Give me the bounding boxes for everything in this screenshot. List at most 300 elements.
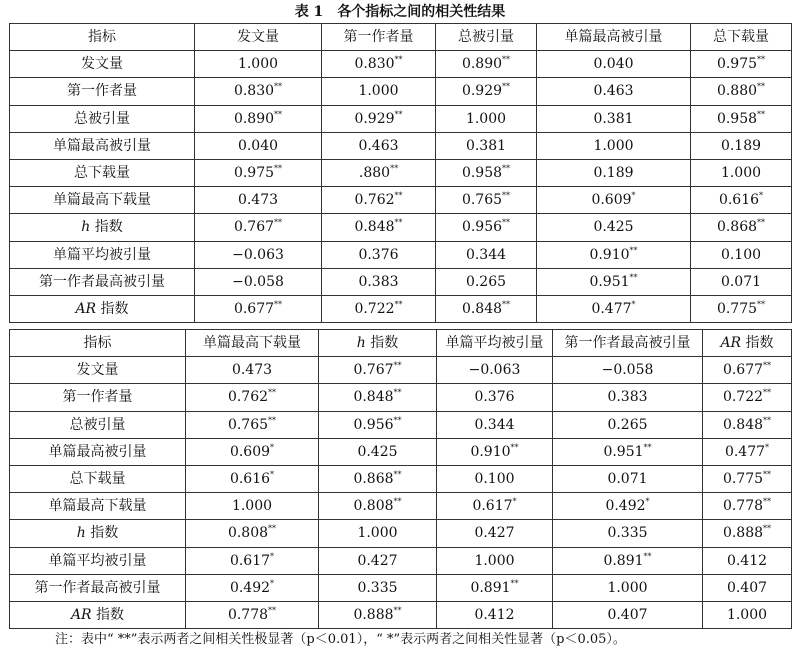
row-header [10, 187, 195, 214]
label-text: 单篇最高被引量 [48, 443, 147, 460]
italic-symbol: AR [75, 300, 97, 317]
cell-value: 0.775 [716, 300, 758, 317]
label-text: 第一作者最高被引量 [564, 335, 691, 352]
correlation-cell [691, 295, 792, 322]
cell-value: 0.189 [593, 165, 634, 182]
cell-value: 0.473 [231, 362, 273, 379]
cell-value: 0.891 [470, 579, 511, 596]
label-text: 指数 [90, 219, 123, 236]
row-header [10, 159, 195, 186]
label-text: 指数 [741, 335, 774, 352]
row-header [10, 411, 186, 438]
label-text: 单篇最高下载量 [203, 335, 301, 352]
correlation-cell [553, 384, 703, 411]
table-row [10, 601, 792, 628]
correlation-cell [186, 547, 319, 574]
column-header [553, 330, 703, 357]
correlation-cell [322, 51, 436, 78]
label-text: 指数 [96, 300, 129, 317]
significance-mark: ** [393, 415, 402, 425]
correlation-cell [703, 520, 792, 547]
correlation-cell [436, 295, 537, 322]
cell-value: 0.808 [227, 525, 269, 542]
significance-mark: ** [763, 361, 772, 371]
cell-value: 0.463 [593, 83, 634, 100]
cell-value: 0.100 [720, 246, 762, 263]
correlation-cell [437, 357, 553, 384]
table-row [10, 520, 792, 547]
row-header [10, 357, 186, 384]
correlation-cell [436, 78, 537, 105]
correlation-cell [322, 268, 436, 295]
significance-mark: ** [274, 82, 283, 92]
significance-mark: ** [394, 218, 403, 228]
correlation-cell [319, 438, 437, 465]
significance-mark: ** [629, 272, 638, 282]
cell-value: 0.958 [461, 165, 503, 182]
correlation-table-part-1 [9, 23, 792, 323]
italic-symbol: h [356, 335, 366, 352]
table-row [10, 105, 792, 132]
label-text: 单篇平均被引量 [445, 335, 544, 352]
cell-value: 0.890 [233, 110, 275, 127]
significance-mark: ** [393, 361, 402, 371]
cell-value: 0.376 [474, 389, 515, 406]
correlation-cell [437, 574, 553, 601]
cell-value: 0.848 [722, 416, 764, 433]
cell-value: 0.040 [593, 56, 634, 73]
cell-value: 1.000 [726, 606, 768, 623]
table-row [10, 214, 792, 241]
cell-value: 0.335 [607, 525, 648, 542]
significance-mark: ** [393, 470, 402, 480]
significance-mark: ** [502, 55, 511, 65]
header-corner: 指标 [10, 24, 195, 51]
correlation-cell [537, 187, 691, 214]
correlation-cell [691, 105, 792, 132]
correlation-cell [553, 493, 703, 520]
cell-value: 0.344 [474, 416, 515, 433]
correlation-cell [703, 438, 792, 465]
correlation-cell [537, 268, 691, 295]
correlation-cell [703, 574, 792, 601]
correlation-cell [691, 51, 792, 78]
significance-mark: ** [502, 299, 511, 309]
cell-value: 0.344 [465, 246, 507, 263]
significance-mark: ** [643, 551, 652, 561]
column-header [691, 24, 792, 51]
cell-value: 0.910 [589, 246, 630, 263]
table-row [10, 132, 792, 159]
row-header [10, 295, 195, 322]
cell-value: 0.951 [603, 443, 644, 460]
cell-value: 0.722 [722, 389, 764, 406]
cell-value: 0.477 [591, 300, 632, 317]
significance-mark: ** [502, 191, 511, 201]
correlation-cell [319, 601, 437, 628]
italic-symbol: h [81, 219, 91, 236]
cell-value: 0.775 [722, 471, 764, 488]
correlation-cell [553, 438, 703, 465]
cell-value: 0.616 [718, 192, 760, 209]
significance-mark: ** [763, 470, 772, 480]
cell-value: 0.376 [358, 246, 399, 263]
cell-value: 1.000 [593, 137, 634, 154]
correlation-cell [186, 574, 319, 601]
significance-mark: ** [393, 497, 402, 507]
cell-value: 0.677 [233, 300, 275, 317]
significance-mark: ** [502, 218, 511, 228]
correlation-cell [437, 411, 553, 438]
label-text: 指数 [85, 525, 119, 542]
significance-mark: ** [502, 82, 511, 92]
correlation-cell [691, 268, 792, 295]
correlation-cell [319, 493, 437, 520]
correlation-cell [437, 438, 553, 465]
cell-value: 0.848 [353, 389, 394, 406]
correlation-cell [553, 601, 703, 628]
correlation-cell [195, 295, 322, 322]
table-row [10, 268, 792, 295]
cell-value: 0.265 [607, 416, 648, 433]
correlation-cell [703, 384, 792, 411]
cell-value: 0.975 [233, 165, 275, 182]
significance-mark: ** [268, 605, 277, 615]
cell-value: 0.722 [354, 300, 395, 317]
correlation-cell [195, 214, 322, 241]
correlation-cell [553, 547, 703, 574]
correlation-cell [553, 520, 703, 547]
cell-value: 0.890 [461, 56, 503, 73]
correlation-cell [537, 241, 691, 268]
cell-value: 0.617 [472, 498, 513, 515]
correlation-cell [691, 214, 792, 241]
correlation-cell [703, 547, 792, 574]
label-text: 第一作者量 [62, 389, 133, 406]
correlation-cell [195, 51, 322, 78]
cell-value: 0.381 [465, 137, 507, 154]
cell-value: 0.265 [465, 273, 507, 290]
significance-mark: ** [393, 388, 402, 398]
cell-value: 0.767 [353, 362, 394, 379]
label-text: 单篇平均被引量 [48, 552, 147, 569]
correlation-cell [691, 241, 792, 268]
correlation-cell [691, 132, 792, 159]
correlation-cell [436, 159, 537, 186]
header-corner: 指标 [10, 330, 186, 357]
label-text: 指数 [91, 606, 125, 623]
significance-mark: ** [394, 109, 403, 119]
cell-value: 0.609 [591, 192, 632, 209]
row-header [10, 51, 195, 78]
cell-value: 0.868 [353, 471, 394, 488]
significance-mark: ** [274, 218, 283, 228]
row-header [10, 105, 195, 132]
label-text: 总下载量 [69, 471, 126, 488]
label-text: 第一作者量 [343, 29, 414, 46]
label-text: 指数 [365, 335, 399, 352]
column-header [436, 24, 537, 51]
cell-value: 0.617 [229, 552, 271, 569]
correlation-cell [322, 214, 436, 241]
correlation-cell [319, 574, 437, 601]
column-header [186, 330, 319, 357]
label-text: 发文量 [237, 29, 279, 46]
cell-value: 0.609 [229, 443, 271, 460]
correlation-cell [322, 105, 436, 132]
significance-mark: ** [757, 299, 766, 309]
label-text: 单篇最高被引量 [53, 137, 151, 154]
cell-value: 0.762 [227, 389, 269, 406]
cell-value: 0.868 [716, 219, 758, 236]
row-header [10, 601, 186, 628]
cell-value: −0.058 [232, 273, 284, 290]
cell-value: 0.765 [227, 416, 269, 433]
significance-mark: ** [763, 497, 772, 507]
significance-mark: ** [757, 109, 766, 119]
table-row [10, 78, 792, 105]
cell-value: 0.765 [461, 192, 503, 209]
label-text: 第一作者最高被引量 [39, 273, 165, 290]
cell-value: −0.063 [468, 362, 521, 379]
correlation-cell [195, 268, 322, 295]
table-row [10, 241, 792, 268]
significance-mark: ** [394, 55, 403, 65]
significance-mark: ** [629, 245, 638, 255]
correlation-cell [436, 187, 537, 214]
correlation-cell [537, 78, 691, 105]
label-text: 发文量 [76, 362, 119, 379]
cell-value: 0.040 [237, 137, 279, 154]
correlation-cell [703, 493, 792, 520]
correlation-cell [195, 132, 322, 159]
correlation-cell [195, 78, 322, 105]
correlation-cell [691, 159, 792, 186]
table-row [10, 411, 792, 438]
cell-value: 0.830 [354, 56, 395, 73]
significance-mark: * [645, 497, 650, 507]
significance-mark: ** [394, 191, 403, 201]
significance-mark: * [765, 442, 770, 452]
cell-value: 0.929 [461, 83, 503, 100]
correlation-cell [537, 295, 691, 322]
correlation-cell [319, 384, 437, 411]
header-row [10, 24, 792, 51]
cell-value: 0.425 [593, 219, 634, 236]
correlation-cell [437, 601, 553, 628]
correlation-cell [436, 268, 537, 295]
label-text: 单篇最高下载量 [48, 498, 147, 515]
correlation-cell [322, 78, 436, 105]
significance-mark: * [631, 299, 636, 309]
table-row [10, 357, 792, 384]
table-row [10, 51, 792, 78]
correlation-cell [437, 465, 553, 492]
cell-value: 0.778 [227, 606, 269, 623]
column-header [703, 330, 792, 357]
cell-value: 0.767 [233, 219, 275, 236]
column-header [437, 330, 553, 357]
correlation-cell [186, 384, 319, 411]
cell-value: 0.910 [470, 443, 511, 460]
row-header [10, 384, 186, 411]
cell-value: 0.975 [716, 56, 758, 73]
label-text: 第一作者量 [67, 83, 137, 100]
italic-symbol: AR [720, 335, 742, 352]
cell-value: −0.063 [232, 246, 284, 263]
column-header [319, 330, 437, 357]
table-row [10, 547, 792, 574]
significance-mark: * [270, 578, 275, 588]
cell-value: 0.492 [229, 579, 271, 596]
table-row [10, 465, 792, 492]
row-header [10, 241, 195, 268]
table-row [10, 159, 792, 186]
cell-value: 1.000 [465, 110, 507, 127]
cell-value: 0.412 [726, 552, 768, 569]
significance-mark: ** [510, 442, 519, 452]
correlation-cell [691, 187, 792, 214]
cell-value: 0.880 [716, 83, 758, 100]
correlation-cell [436, 132, 537, 159]
correlation-cell [537, 132, 691, 159]
correlation-cell [537, 214, 691, 241]
significance-mark: ** [274, 109, 283, 119]
correlation-cell [703, 601, 792, 628]
label-text: 总下载量 [74, 165, 130, 182]
cell-value: −0.058 [601, 362, 654, 379]
correlation-cell [322, 295, 436, 322]
correlation-cell [537, 51, 691, 78]
significance-mark: ** [510, 578, 519, 588]
cell-value: 0.778 [722, 498, 764, 515]
cell-value: 0.335 [357, 579, 398, 596]
cell-value: 0.848 [461, 300, 503, 317]
table-row [10, 295, 792, 322]
significance-mark: * [512, 497, 517, 507]
significance-mark: ** [393, 605, 402, 615]
row-header [10, 214, 195, 241]
row-header [10, 520, 186, 547]
correlation-cell [186, 520, 319, 547]
correlation-cell [437, 547, 553, 574]
correlation-cell [322, 159, 436, 186]
cell-value: 0.808 [353, 498, 394, 515]
correlation-cell [186, 357, 319, 384]
significance-mark: * [759, 191, 764, 201]
correlation-cell [195, 159, 322, 186]
correlation-cell [703, 411, 792, 438]
row-header [10, 493, 186, 520]
cell-value: 0.616 [229, 471, 271, 488]
cell-value: 0.958 [716, 110, 758, 127]
cell-value: 0.888 [353, 606, 394, 623]
table-row [10, 493, 792, 520]
table-row [10, 438, 792, 465]
table-row [10, 574, 792, 601]
correlation-cell [319, 411, 437, 438]
cell-value: 0.071 [720, 273, 762, 290]
table-title: 各个指标之间的相关性结果 [337, 4, 506, 20]
correlation-cell [553, 574, 703, 601]
significance-mark: ** [757, 55, 766, 65]
correlation-cell [195, 105, 322, 132]
cell-value: 0.189 [720, 137, 762, 154]
cell-value: 1.000 [720, 165, 762, 182]
correlation-cell [436, 214, 537, 241]
correlation-cell [319, 547, 437, 574]
correlation-cell [186, 438, 319, 465]
significance-mark: ** [757, 218, 766, 228]
significance-mark: * [631, 191, 636, 201]
italic-symbol: AR [70, 606, 92, 623]
cell-value: 0.427 [357, 552, 398, 569]
cell-value: 0.762 [354, 192, 395, 209]
significance-mark: ** [763, 388, 772, 398]
correlation-cell [186, 465, 319, 492]
cell-value: 0.100 [474, 471, 515, 488]
row-header [10, 547, 186, 574]
correlation-cell [195, 241, 322, 268]
label-text: 总下载量 [713, 29, 769, 46]
correlation-cell [322, 187, 436, 214]
table-footnote: 注：表中“ **”表示两者之间相关性极显著（p＜0.01），“ *”表示两者之间相关性显著（p＜0.05）。 [55, 632, 626, 647]
correlation-cell [195, 187, 322, 214]
cell-value: .880 [358, 165, 391, 182]
cell-value: 0.891 [603, 552, 644, 569]
significance-mark: ** [274, 299, 283, 309]
cell-value: 0.677 [722, 362, 764, 379]
correlation-cell [436, 105, 537, 132]
table-row [10, 384, 792, 411]
significance-mark: ** [268, 415, 277, 425]
label-text: 发文量 [81, 56, 123, 73]
cell-value: 1.000 [231, 498, 273, 515]
cell-value: 0.473 [237, 192, 279, 209]
correlation-cell [437, 520, 553, 547]
correlation-cell [322, 132, 436, 159]
cell-value: 0.463 [358, 137, 399, 154]
correlation-cell [319, 357, 437, 384]
cell-value: 0.956 [353, 416, 394, 433]
cell-value: 0.407 [726, 579, 768, 596]
row-header [10, 268, 195, 295]
cell-value: 1.000 [358, 83, 399, 100]
label-text: 单篇最高下载量 [53, 192, 151, 209]
column-header [537, 24, 691, 51]
row-header [10, 574, 186, 601]
label-text: 总被引量 [74, 110, 130, 127]
cell-value: 0.383 [358, 273, 399, 290]
cell-value: 0.492 [605, 498, 646, 515]
column-header [195, 24, 322, 51]
cell-value: 0.425 [357, 443, 398, 460]
table-row [10, 187, 792, 214]
correlation-cell [537, 105, 691, 132]
correlation-cell [553, 411, 703, 438]
cell-value: 1.000 [237, 56, 279, 73]
cell-value: 1.000 [357, 525, 398, 542]
significance-mark: ** [763, 415, 772, 425]
cell-value: 1.000 [474, 552, 515, 569]
label-text: 总被引量 [69, 416, 126, 433]
correlation-cell [537, 159, 691, 186]
correlation-cell [322, 241, 436, 268]
significance-mark: * [270, 470, 275, 480]
row-header [10, 465, 186, 492]
significance-mark: ** [268, 524, 277, 534]
correlation-cell [691, 78, 792, 105]
